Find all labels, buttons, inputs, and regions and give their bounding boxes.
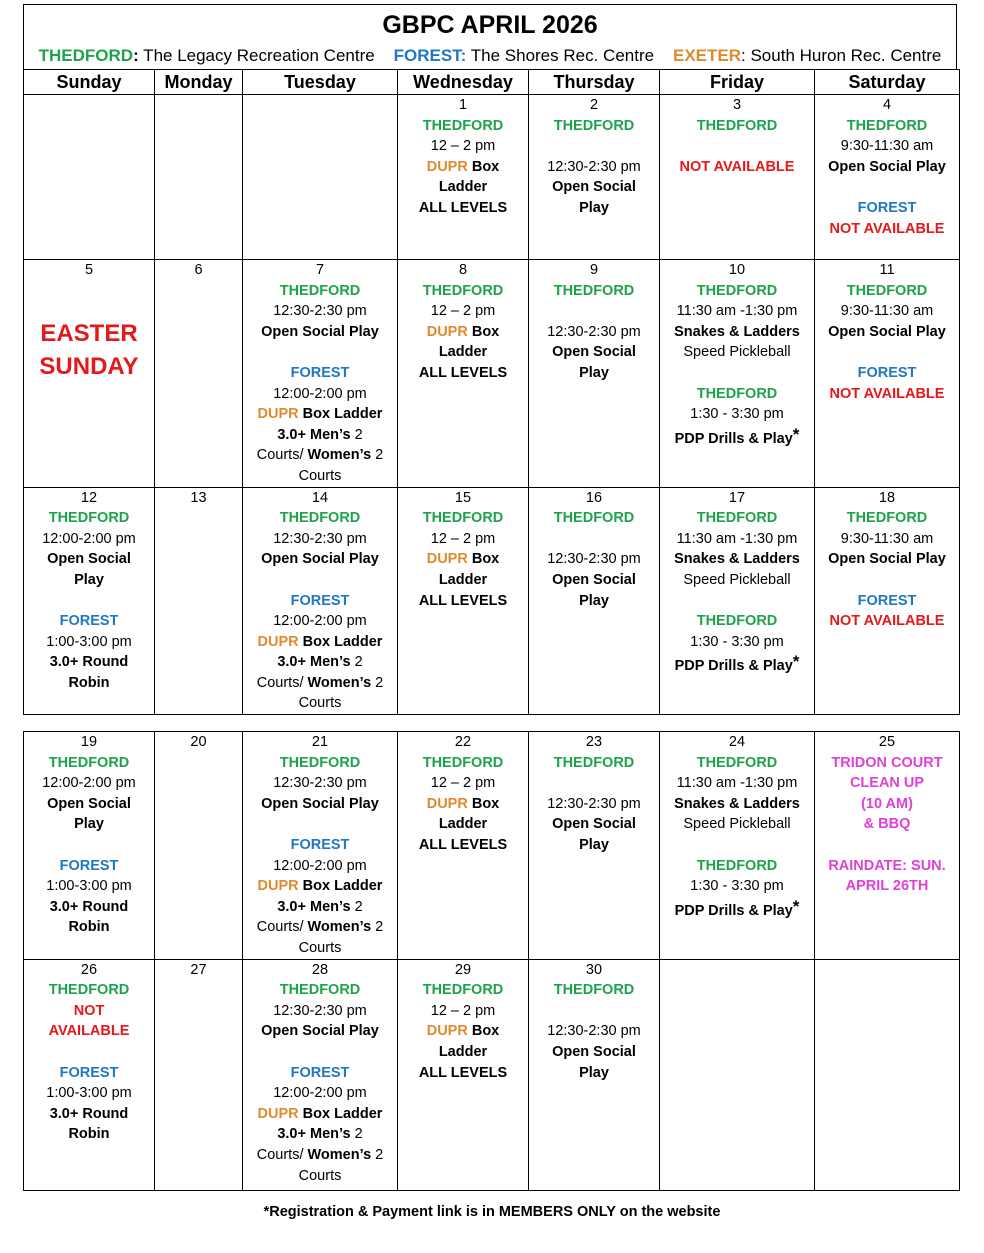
legend-forest-desc: The Shores Rec. Centre xyxy=(466,46,655,65)
event-box: Box xyxy=(467,158,500,175)
footnote-star: * xyxy=(792,424,800,444)
day-number: 14 xyxy=(311,489,329,506)
tridon-line-4: & BBQ xyxy=(863,816,911,833)
event-all-levels: ALL LEVELS xyxy=(418,1064,508,1081)
time: 12:00-2:00 pm xyxy=(273,613,367,630)
time: 9:30-11:30 am xyxy=(840,138,934,155)
event-pdp: PDP Drills & Play xyxy=(674,902,793,919)
location-forest: FOREST xyxy=(59,613,119,630)
event-box-ladder: Box Ladder xyxy=(298,1105,383,1122)
location-thedford: THEDFORD xyxy=(696,510,778,527)
location-thedford: THEDFORD xyxy=(279,282,361,299)
weekday-header-row xyxy=(24,70,960,95)
time: 12 – 2 pm xyxy=(430,138,496,155)
time: 9:30-11:30 am xyxy=(840,303,934,320)
time: 12:30-2:30 pm xyxy=(273,1002,367,1019)
day-number: 24 xyxy=(728,734,746,751)
location-thedford: THEDFORD xyxy=(48,982,130,999)
location-forest: FOREST xyxy=(290,592,350,609)
location-thedford: THEDFORD xyxy=(846,282,928,299)
location-forest: FOREST xyxy=(59,1064,119,1081)
day-number: 12 xyxy=(80,489,98,506)
day-number: 19 xyxy=(80,734,98,751)
location-thedford: THEDFORD xyxy=(48,510,130,527)
location-thedford: THEDFORD xyxy=(696,857,778,874)
day-cell-9 xyxy=(529,260,660,488)
event-two: 2 xyxy=(350,1126,363,1143)
day-number: 21 xyxy=(311,734,329,751)
time: 12:30-2:30 pm xyxy=(273,303,367,320)
event-speed-pickleball: Speed Pickleball xyxy=(683,344,791,361)
event-snakes-ladders: Snakes & Ladders xyxy=(674,795,800,812)
tridon-line-2: CLEAN UP xyxy=(849,775,925,792)
event-pdp: PDP Drills & Play xyxy=(674,430,793,447)
event-mens: 3.0+ Men’s xyxy=(277,898,351,915)
time: 1:00-3:00 pm xyxy=(46,878,132,895)
time: 12:30-2:30 pm xyxy=(547,158,641,175)
time: 12 – 2 pm xyxy=(430,775,496,792)
event-box: Box xyxy=(467,323,500,340)
event-courts: Courts xyxy=(298,695,342,712)
tridon-line-3: (10 AM) xyxy=(861,795,913,812)
page-title: GBPC APRIL 2026 xyxy=(382,11,598,39)
location-thedford: THEDFORD xyxy=(422,510,504,527)
event-open-social-play: Open Social Play xyxy=(261,323,379,340)
event-round: 3.0+ Round xyxy=(49,898,129,915)
event-play: Play xyxy=(579,1064,609,1081)
time: 11:30 am -1:30 pm xyxy=(676,530,798,547)
dupr-label: DUPR xyxy=(426,1023,468,1040)
location-thedford: THEDFORD xyxy=(422,117,504,134)
legend-forest-name: FOREST: xyxy=(393,46,467,65)
legend-thedford-colon: : xyxy=(133,46,139,65)
day-number: 1 xyxy=(458,97,468,113)
location-thedford: THEDFORD xyxy=(553,754,635,771)
time: 12:00-2:00 pm xyxy=(273,1085,367,1102)
time: 12:30-2:30 pm xyxy=(273,775,367,792)
location-thedford: THEDFORD xyxy=(553,282,635,299)
location-thedford: THEDFORD xyxy=(696,613,778,630)
time: 12:00-2:00 pm xyxy=(273,857,367,874)
event-box: Box xyxy=(467,551,500,568)
day-number: 8 xyxy=(458,262,468,278)
event-play: Play xyxy=(579,199,609,216)
event-all-levels: ALL LEVELS xyxy=(418,592,508,609)
location-thedford: THEDFORD xyxy=(553,510,635,527)
day-number: 15 xyxy=(454,489,472,506)
event-two: 2 xyxy=(371,447,384,464)
dupr-label: DUPR xyxy=(257,1105,299,1122)
event-pdp: PDP Drills & Play xyxy=(674,658,793,675)
day-cell-16 xyxy=(529,487,660,715)
day-number: 22 xyxy=(454,734,472,751)
footnote-star: * xyxy=(792,896,800,916)
week-row-2 xyxy=(24,260,960,488)
event-ladder: Ladder xyxy=(438,571,488,588)
day-number: 13 xyxy=(190,489,207,506)
location-thedford: THEDFORD xyxy=(846,510,928,527)
day-cell-2 xyxy=(529,95,660,260)
event-womens: Women’s xyxy=(307,919,372,936)
week-row-3 xyxy=(24,487,960,715)
time: 11:30 am -1:30 pm xyxy=(676,303,798,320)
event-womens: Women’s xyxy=(307,1146,372,1163)
location-thedford: THEDFORD xyxy=(279,510,361,527)
day-cell-28 xyxy=(243,959,398,1190)
event-womens: Women’s xyxy=(307,447,372,464)
event-play: Play xyxy=(579,837,609,854)
location-forest: FOREST xyxy=(59,857,119,874)
day-number: 28 xyxy=(311,961,329,978)
weekday-monday: Monday xyxy=(155,70,243,95)
day-number: 5 xyxy=(84,262,94,278)
location-thedford: THEDFORD xyxy=(422,754,504,771)
weekday-tuesday: Tuesday xyxy=(243,70,398,95)
day-number: 30 xyxy=(585,961,603,978)
event-round: 3.0+ Round xyxy=(49,1105,129,1122)
location-forest: FOREST xyxy=(290,837,350,854)
day-cell-12 xyxy=(24,487,155,715)
event-courts: Courts xyxy=(298,1167,342,1184)
time: 12:00-2:00 pm xyxy=(42,530,136,547)
day-number: 20 xyxy=(190,734,207,751)
day-number: 6 xyxy=(194,262,203,278)
header xyxy=(23,4,957,69)
legend-exeter-desc: South Huron Rec. Centre xyxy=(745,46,942,65)
event-open-social: Open Social xyxy=(552,179,636,196)
location-forest: FOREST xyxy=(290,1064,350,1081)
footnote-star: * xyxy=(792,652,800,672)
day-number: 17 xyxy=(728,489,746,506)
event-box: Box xyxy=(467,1023,500,1040)
day-number: 29 xyxy=(454,961,472,978)
day-number: 4 xyxy=(882,97,892,113)
day-cell-24 xyxy=(660,732,815,960)
day-number: 25 xyxy=(878,734,896,751)
time: 12:00-2:00 pm xyxy=(42,775,136,792)
event-open-social: Open Social xyxy=(552,344,636,361)
event-round: 3.0+ Round xyxy=(49,654,129,671)
week-row-5 xyxy=(24,959,960,1190)
legend-thedford-name: THEDFORD xyxy=(38,46,134,65)
location-thedford: THEDFORD xyxy=(553,982,635,999)
day-cell-21 xyxy=(243,732,398,960)
event-two: 2 xyxy=(350,898,363,915)
weekday-saturday: Saturday xyxy=(815,70,960,95)
week-row-1 xyxy=(24,95,960,260)
weekday-wednesday: Wednesday xyxy=(398,70,529,95)
day-cell-27 xyxy=(155,959,243,1190)
event-speed-pickleball: Speed Pickleball xyxy=(683,571,791,588)
event-play: Play xyxy=(74,571,104,588)
location-thedford: THEDFORD xyxy=(696,117,778,134)
day-cell-18 xyxy=(815,487,960,715)
day-number: 11 xyxy=(879,262,895,278)
event-open-social-play: Open Social Play xyxy=(261,795,379,812)
event-mens: 3.0+ Men’s xyxy=(277,654,351,671)
event-two: 2 xyxy=(350,654,363,671)
event-robin: Robin xyxy=(68,674,110,691)
event-open-social: Open Social xyxy=(552,816,636,833)
location-forest: FOREST xyxy=(290,364,350,381)
day-cell-empty xyxy=(155,95,243,260)
time: 1:00-3:00 pm xyxy=(46,633,132,650)
time: 12:30-2:30 pm xyxy=(273,530,367,547)
location-thedford: THEDFORD xyxy=(422,282,504,299)
time: 12:30-2:30 pm xyxy=(547,551,641,568)
event-open-social: Open Social xyxy=(47,551,131,568)
time: 1:30 - 3:30 pm xyxy=(690,878,784,895)
day-cell-empty xyxy=(243,95,398,260)
day-cell-empty xyxy=(24,95,155,260)
location-thedford: THEDFORD xyxy=(422,982,504,999)
day-cell-7 xyxy=(243,260,398,488)
easter-label-2: SUNDAY xyxy=(39,352,139,380)
day-cell-22 xyxy=(398,732,529,960)
event-box-ladder: Box Ladder xyxy=(298,406,383,423)
day-number: 3 xyxy=(732,97,742,113)
location-thedford: THEDFORD xyxy=(279,982,361,999)
event-two: 2 xyxy=(371,674,384,691)
day-cell-30 xyxy=(529,959,660,1190)
easter-label-1: EASTER xyxy=(40,319,138,347)
event-robin: Robin xyxy=(68,1126,110,1143)
event-ladder: Ladder xyxy=(438,1043,488,1060)
raindate-line-2: APRIL 26TH xyxy=(845,878,929,895)
available-label: AVAILABLE xyxy=(48,1023,130,1040)
event-open-social-play: Open Social Play xyxy=(828,323,946,340)
event-ladder: Ladder xyxy=(438,344,488,361)
calendar xyxy=(23,4,957,1191)
event-two: 2 xyxy=(371,1146,384,1163)
event-snakes-ladders: Snakes & Ladders xyxy=(674,551,800,568)
event-courts: Courts xyxy=(298,940,342,956)
event-open-social: Open Social xyxy=(552,1043,636,1060)
dupr-label: DUPR xyxy=(426,323,468,340)
location-thedford: THEDFORD xyxy=(279,754,361,771)
time: 9:30-11:30 am xyxy=(840,530,934,547)
day-cell-20 xyxy=(155,732,243,960)
time: 12:00-2:00 pm xyxy=(273,385,367,402)
event-two: 2 xyxy=(350,426,363,443)
time: 12:30-2:30 pm xyxy=(547,323,641,340)
event-open-social: Open Social xyxy=(47,795,131,812)
event-all-levels: ALL LEVELS xyxy=(418,199,508,216)
event-box-ladder: Box Ladder xyxy=(298,633,383,650)
event-box-ladder: Box Ladder xyxy=(298,878,383,895)
location-thedford: THEDFORD xyxy=(846,117,928,134)
event-courts-slash: Courts/ xyxy=(256,919,308,936)
day-cell-25 xyxy=(815,732,960,960)
calendar-grid-bottom xyxy=(23,731,960,1191)
day-number: 2 xyxy=(589,97,599,113)
event-open-social-play: Open Social Play xyxy=(828,551,946,568)
week-row-4 xyxy=(24,732,960,960)
event-open-social-play: Open Social Play xyxy=(261,551,379,568)
event-mens: 3.0+ Men’s xyxy=(277,1126,351,1143)
event-open-social: Open Social xyxy=(552,571,636,588)
time: 11:30 am -1:30 pm xyxy=(676,775,798,792)
raindate-line-1: RAINDATE: SUN. xyxy=(828,857,946,874)
day-number: 16 xyxy=(585,489,603,506)
day-number: 7 xyxy=(315,262,325,278)
not-label: NOT xyxy=(73,1002,105,1019)
event-box: Box xyxy=(467,795,500,812)
day-cell-10 xyxy=(660,260,815,488)
day-cell-empty xyxy=(815,959,960,1190)
not-available: NOT AVAILABLE xyxy=(829,220,945,237)
day-cell-14 xyxy=(243,487,398,715)
event-open-social-play: Open Social Play xyxy=(261,1023,379,1040)
location-thedford: THEDFORD xyxy=(48,754,130,771)
time: 12 – 2 pm xyxy=(430,1002,496,1019)
event-courts: Courts xyxy=(298,467,342,484)
dupr-label: DUPR xyxy=(426,551,468,568)
dupr-label: DUPR xyxy=(257,406,299,423)
event-all-levels: ALL LEVELS xyxy=(418,364,508,381)
legend-exeter-name: EXETER xyxy=(672,46,742,65)
event-womens: Women’s xyxy=(307,674,372,691)
location-legend xyxy=(24,45,956,69)
day-cell-15 xyxy=(398,487,529,715)
legend-thedford-desc: The Legacy Recreation Centre xyxy=(138,46,375,65)
day-cell-6 xyxy=(155,260,243,488)
event-ladder: Ladder xyxy=(438,179,488,196)
location-thedford: THEDFORD xyxy=(696,754,778,771)
event-courts-slash: Courts/ xyxy=(256,1146,308,1163)
event-ladder: Ladder xyxy=(438,816,488,833)
not-available: NOT AVAILABLE xyxy=(829,385,945,402)
time: 1:30 - 3:30 pm xyxy=(690,406,784,423)
time: 1:30 - 3:30 pm xyxy=(690,633,784,650)
day-cell-5 xyxy=(24,260,155,488)
dupr-label: DUPR xyxy=(257,878,299,895)
location-forest: FOREST xyxy=(857,199,917,216)
event-speed-pickleball: Speed Pickleball xyxy=(683,816,791,833)
location-forest: FOREST xyxy=(857,592,917,609)
day-cell-empty xyxy=(660,959,815,1190)
day-number: 10 xyxy=(728,262,746,278)
event-snakes-ladders: Snakes & Ladders xyxy=(674,323,800,340)
event-robin: Robin xyxy=(68,919,110,936)
tridon-line-1: TRIDON COURT xyxy=(831,754,943,771)
event-courts-slash: Courts/ xyxy=(256,447,308,464)
event-play: Play xyxy=(579,364,609,381)
not-available: NOT AVAILABLE xyxy=(679,158,795,175)
time: 12 – 2 pm xyxy=(430,303,496,320)
dupr-label: DUPR xyxy=(257,633,299,650)
weekday-friday: Friday xyxy=(660,70,815,95)
day-cell-1 xyxy=(398,95,529,260)
day-cell-17 xyxy=(660,487,815,715)
dupr-label: DUPR xyxy=(426,158,468,175)
day-cell-19 xyxy=(24,732,155,960)
location-forest: FOREST xyxy=(857,364,917,381)
day-cell-3 xyxy=(660,95,815,260)
day-number: 23 xyxy=(585,734,603,751)
legend-exeter-colon: : xyxy=(741,46,746,65)
event-two: 2 xyxy=(371,919,384,936)
time: 12:30-2:30 pm xyxy=(547,795,641,812)
day-cell-4 xyxy=(815,95,960,260)
time: 1:00-3:00 pm xyxy=(46,1085,132,1102)
weekday-thursday: Thursday xyxy=(529,70,660,95)
weekday-sunday: Sunday xyxy=(24,70,155,95)
day-number: 9 xyxy=(589,262,599,278)
day-number: 27 xyxy=(190,961,207,978)
day-cell-26 xyxy=(24,959,155,1190)
location-thedford: THEDFORD xyxy=(696,385,778,402)
footnote: *Registration & Payment link is in MEMBERS ONLY on the website xyxy=(263,1204,721,1220)
event-all-levels: ALL LEVELS xyxy=(418,837,508,854)
event-mens: 3.0+ Men’s xyxy=(277,426,351,443)
day-cell-8 xyxy=(398,260,529,488)
event-courts-slash: Courts/ xyxy=(256,674,308,691)
event-play: Play xyxy=(74,816,104,833)
day-cell-23 xyxy=(529,732,660,960)
calendar-grid-top xyxy=(23,69,960,715)
day-cell-29 xyxy=(398,959,529,1190)
time: 12 – 2 pm xyxy=(430,530,496,547)
day-cell-13 xyxy=(155,487,243,715)
day-number: 26 xyxy=(80,961,98,978)
day-cell-11 xyxy=(815,260,960,488)
event-play: Play xyxy=(579,592,609,609)
not-available: NOT AVAILABLE xyxy=(829,613,945,630)
location-thedford: THEDFORD xyxy=(553,117,635,134)
event-open-social-play: Open Social Play xyxy=(828,158,946,175)
location-thedford: THEDFORD xyxy=(696,282,778,299)
dupr-label: DUPR xyxy=(426,795,468,812)
time: 12:30-2:30 pm xyxy=(547,1023,641,1040)
day-number: 18 xyxy=(878,489,896,506)
